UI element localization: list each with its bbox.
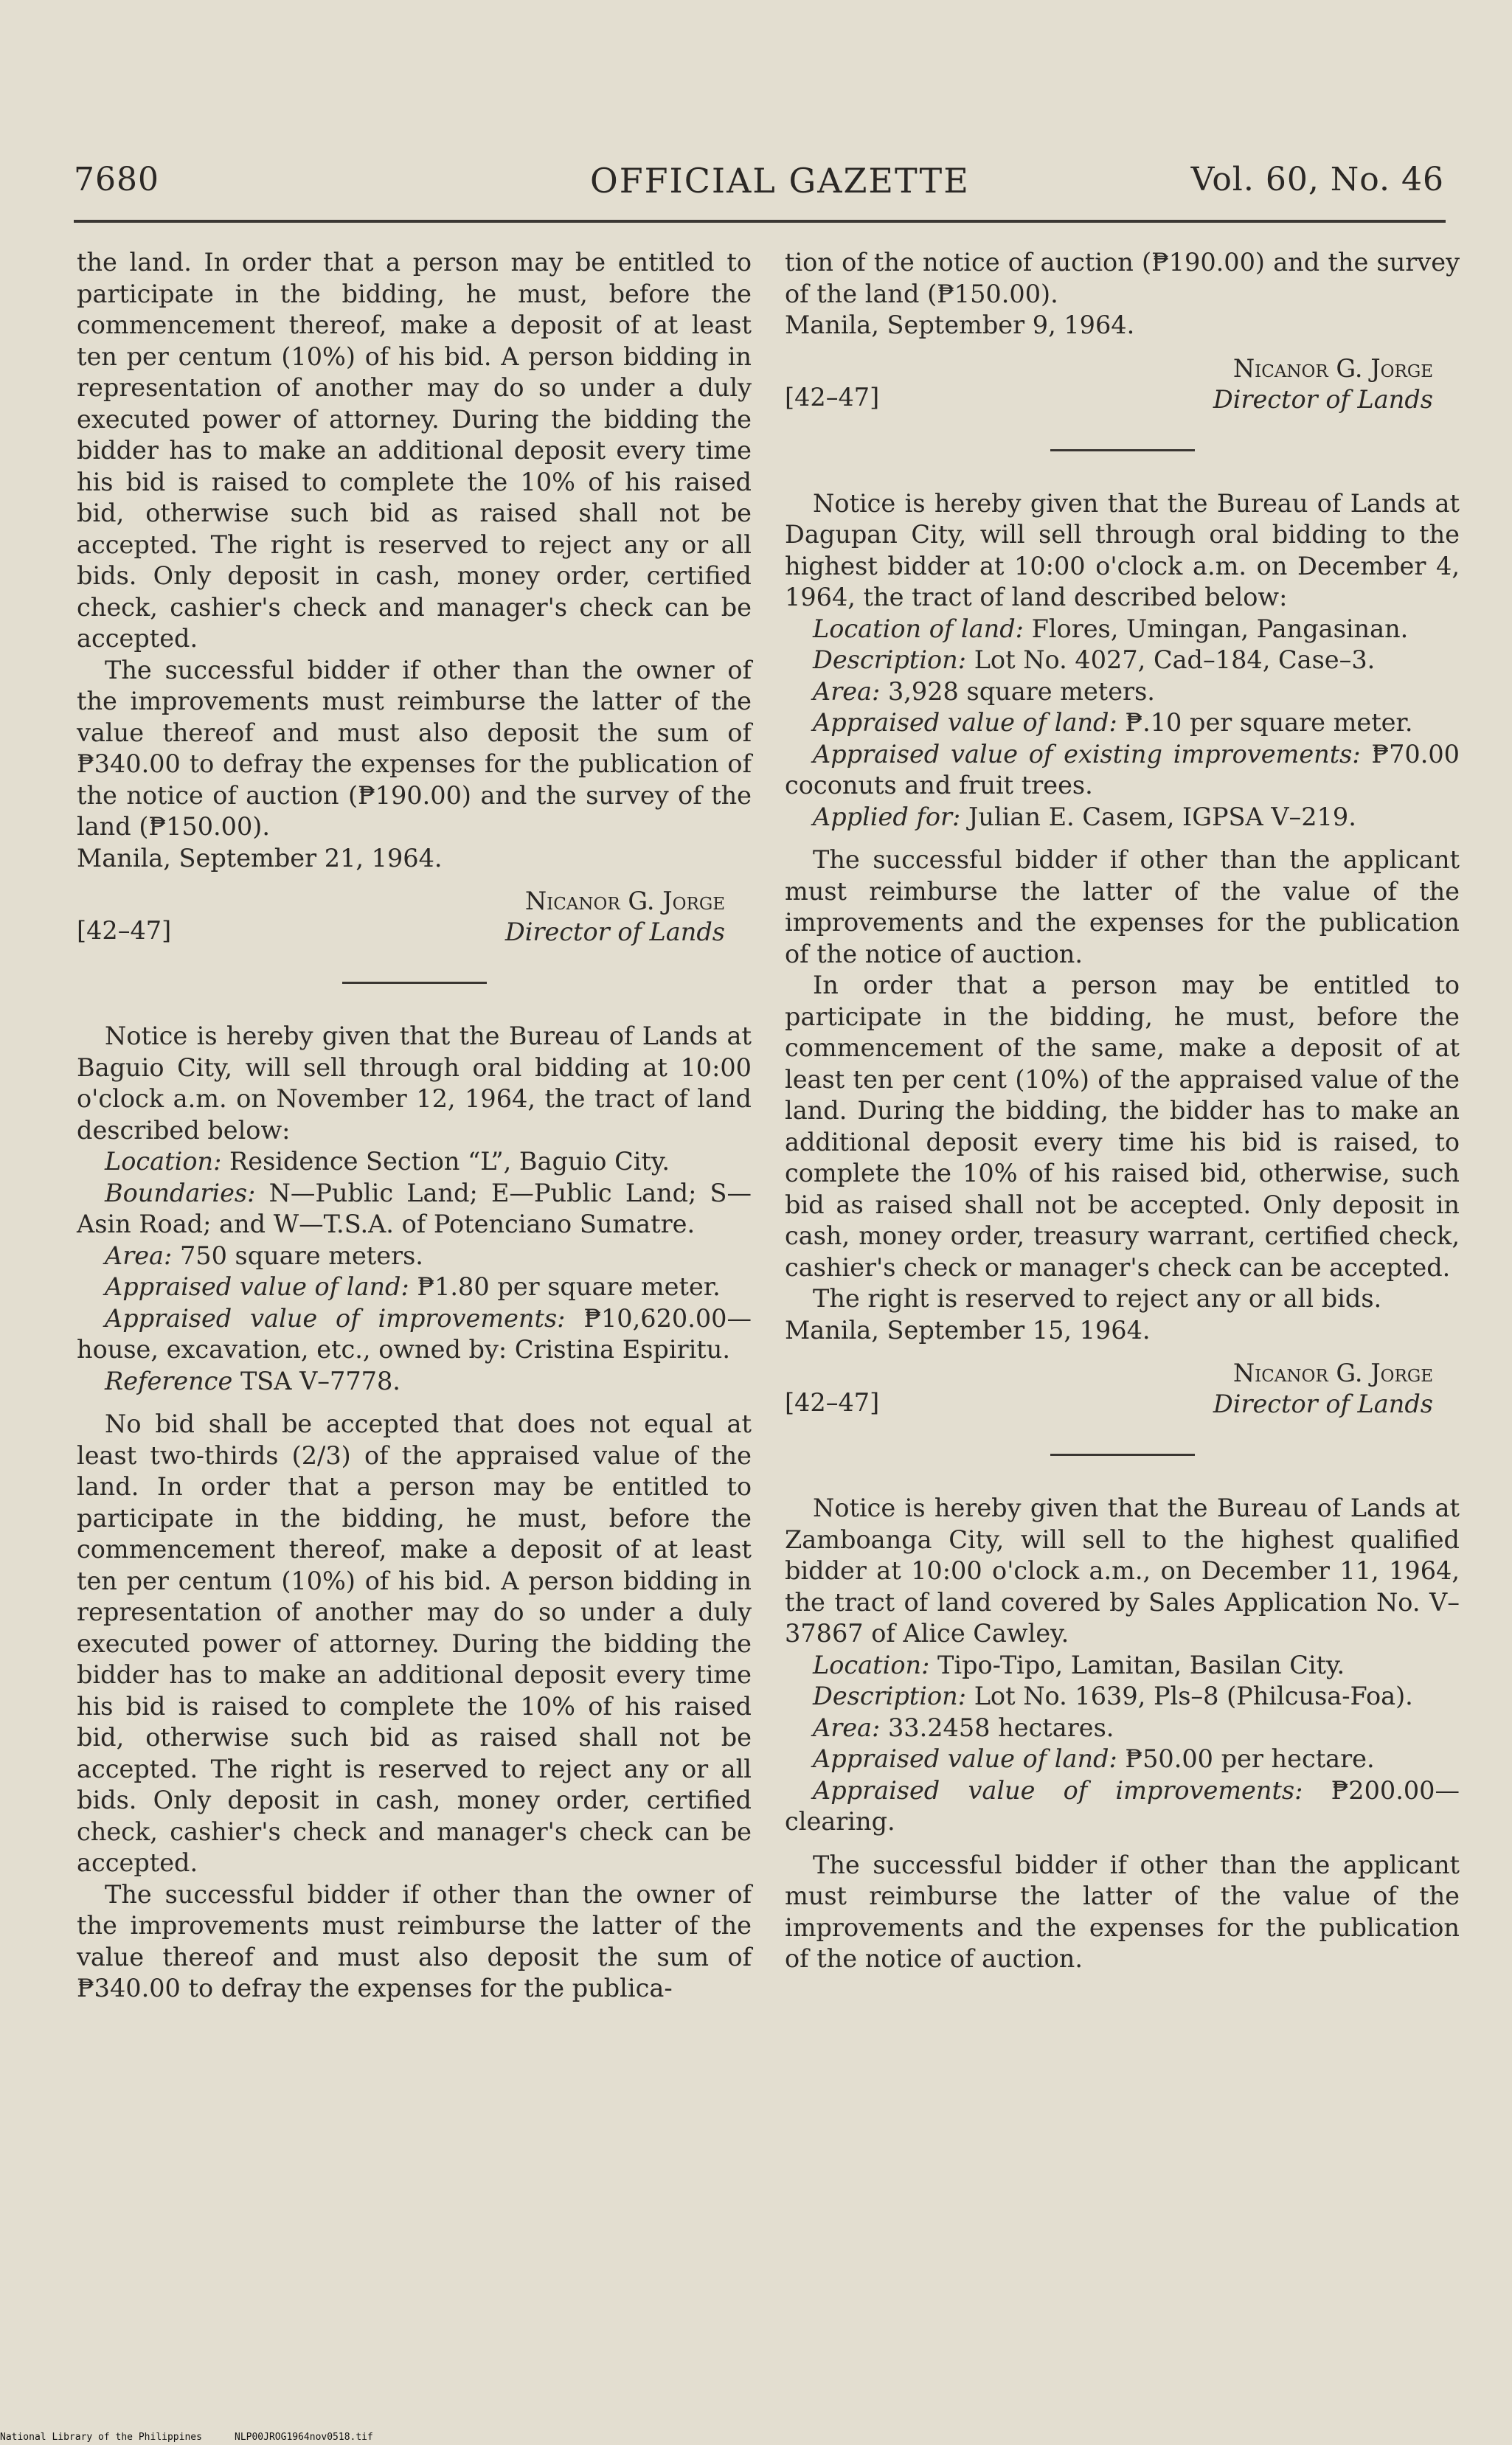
signature-block (77, 886, 752, 952)
land-value-label: Appraised value of land: (813, 1744, 1117, 1773)
notice-divider (1050, 449, 1195, 451)
improvements-value: ₱10,620.00—house, excavation, etc., owned by: Cristina Espiritu. (77, 1303, 752, 1364)
notice-intro: Notice is hereby given that the Bureau of Lands at Baguio City, will sell through oral bidding at 10:00 o'clock a.m. on November 12, 1964, the tract of land described below: (77, 1022, 752, 1145)
boundaries-field (77, 1178, 752, 1241)
location-field (77, 1146, 752, 1178)
bidding-terms-paragraph: No bid shall be accepted that does not equal at least two-thirds (2/3) of the appraised value of the land. In order that a person may be entitled to participate in the bidding, he must, before the commencement thereof, make a deposit of at least ten per centum (10%) of his bid. A person bidding in representation of another may do so under a duly executed power of attorney. During the bidding the bidder has to make an additional deposit every time his bid is raised to complete the 10% of his raised bid, otherwise such bid as raised shall not be accepted. The right is reserved to reject any or all bids. Only deposit in cash, money order, certified check, cashier's check and manager's check can be accepted. (77, 1409, 752, 1877)
scan-source-label: National Library of the Philippines (0, 2432, 202, 2443)
description-field (785, 1681, 1460, 1713)
location-label: Location: (813, 1650, 930, 1679)
applied-for-field (785, 802, 1460, 833)
volume-number: Vol. 60, No. 46 (1190, 161, 1444, 198)
continued-paragraph: the land. In order that a person may be entitled to participate in the bidding, he must, before the commencement thereof, make a deposit of at least ten per centum (10%) of his bid. A person bidding in representation of another may do so under a duly executed power of attorney. During the bidding the bidder has to make an additional deposit every time his bid is raised to complete the 10% of his raised bid, otherwise such bid as raised shall not be accepted. The right is reserved to reject any or all bids. Only deposit in cash, money order, certified check, cashier's check and manager's check can be accepted. (77, 248, 752, 653)
description-value: Lot No. 4027, Cad–184, Case–3. (974, 645, 1376, 674)
page-number: 7680 (74, 161, 159, 198)
boundaries-label: Boundaries: (105, 1178, 256, 1207)
location-value: Flores, Umingan, Pangasinan. (1031, 614, 1409, 643)
header-rule (74, 220, 1446, 223)
description-value: Lot No. 1639, Pls–8 (Philcusa-Foa). (974, 1682, 1413, 1710)
right-column (785, 247, 1460, 1975)
land-value-label: Appraised value of land: (105, 1272, 409, 1301)
location-value: Residence Section “L”, Baguio City. (229, 1147, 670, 1176)
reimbursement-paragraph: The successful bidder if other than the applicant must reimburse the latter of the value of the improvements and the expenses for the publication of the notice of auction. (785, 1850, 1460, 1973)
land-value-field (785, 707, 1460, 739)
area-label: Area: (813, 1713, 881, 1742)
land-value-label: Appraised value of land: (813, 708, 1117, 737)
improvements-value: ₱70.00 coconuts and fruit trees. (785, 739, 1460, 800)
land-value-field (785, 1744, 1460, 1775)
improvements-value-field (785, 739, 1460, 802)
notice-date: Manila, September 9, 1964. (785, 311, 1135, 339)
continued-paragraph: tion of the notice of auction (₱190.00) and the survey of the land (₱150.00). (785, 248, 1460, 308)
improvements-value-label: Appraised value of improvements: (813, 1775, 1303, 1805)
signatory-name: Nicanor G. Jorge (1232, 353, 1433, 383)
area-field (785, 1713, 1460, 1744)
notice-intro: Notice is hereby given that the Bureau of Lands at Zamboanga City, will sell to the highest qualified bidder at 10:00 o'clock a.m., on December 11, 1964, the tract of land covered by Sales Application No. V–37867 of Alice Cawley. (785, 1494, 1460, 1648)
area-label: Area: (105, 1241, 173, 1270)
signature-block (785, 1358, 1460, 1424)
location-field (785, 1650, 1460, 1682)
improvements-value-label: Appraised value of existing improvements: (813, 739, 1361, 769)
signature-block (785, 353, 1460, 420)
notice-reference: [42–47] (785, 1387, 880, 1417)
improvements-value-label: Appraised value of improvements: (105, 1303, 566, 1333)
area-value: 750 square meters. (179, 1241, 423, 1270)
description-label: Description: (813, 645, 967, 674)
area-value: 33.2458 hectares. (887, 1713, 1114, 1742)
land-value: ₱.10 per square meter. (1125, 708, 1413, 737)
reference-value: TSA V–7778. (240, 1366, 400, 1395)
reimbursement-paragraph: The successful bidder if other than the owner of the improvements must reimburse the latter of the value thereof and must also deposit the sum of ₱340.00 to defray the expenses for the publica- (77, 1879, 752, 2002)
continued-paragraph-2: The successful bidder if other than the owner of the improvements must reimburse the latter of the value thereof and must also deposit the sum of ₱340.00 to defray the expenses for the publication of the notice of auction (₱190.00) and the survey of the land (₱150.00). (77, 655, 752, 841)
area-field (785, 676, 1460, 708)
location-label: Location: (105, 1147, 222, 1176)
description-label: Description: (813, 1682, 967, 1710)
boundaries-value: N—Public Land; E—Public Land; S—Asin Road; and W—T.S.A. of Potenciano Sumatre. (77, 1178, 752, 1238)
improvements-value: ₱200.00—clearing. (785, 1775, 1460, 1836)
notice-divider (342, 982, 487, 984)
improvements-value-field (77, 1303, 752, 1366)
publication-title: OFFICIAL GAZETTE (590, 161, 970, 201)
area-field (77, 1241, 752, 1272)
applied-for-label: Applied for: (813, 802, 961, 831)
left-column (77, 247, 752, 2005)
signatory-title: Director of Lands (1213, 384, 1433, 414)
notice-intro: Notice is hereby given that the Bureau of Lands at Dagupan City, will sell through oral bidding to the highest bidder at 10:00 o'clock a.m. on December 4, 1964, the tract of land described below: (785, 488, 1460, 611)
land-value-field (77, 1272, 752, 1303)
signatory-title: Director of Lands (1213, 1390, 1433, 1418)
land-value: ₱1.80 per square meter. (417, 1272, 721, 1301)
location-field (785, 614, 1460, 645)
notice-reference: [42–47] (77, 915, 172, 945)
applied-for-value: Julian E. Casem, IGPSA V–219. (968, 802, 1356, 831)
signatory-title: Director of Lands (504, 918, 725, 946)
notice-reference: [42–47] (785, 383, 880, 412)
reference-field (77, 1366, 752, 1398)
signatory-name: Nicanor G. Jorge (1232, 1359, 1433, 1387)
location-value: Tipo-Tipo, Lamitan, Basilan City. (937, 1650, 1345, 1679)
reimbursement-paragraph: The successful bidder if other than the applicant must reimburse the latter of the value of the improvements and the expenses for the publication of the notice of auction. (785, 845, 1460, 968)
land-value: ₱50.00 per hectare. (1125, 1744, 1375, 1773)
notice-date: Manila, September 15, 1964. (785, 1315, 1151, 1345)
bidding-terms-paragraph: In order that a person may be entitled to participate in the bidding, he must, before the commencement of the same, make a deposit of at least ten per cent (10%) of the appraised value of the land. During the bidding, the bidder has to make an additional deposit every time his bid is raised, to complete the 10% of his raised bid, otherwise, such bid as raised shall not be accepted. Only deposit in cash, money order, treasury warrant, certified check, cashier's check or manager's check can be accepted. (785, 971, 1460, 1282)
area-value: 3,928 square meters. (887, 676, 1155, 706)
improvements-value-field (785, 1775, 1460, 1838)
notice-date: Manila, September 21, 1964. (77, 843, 443, 873)
location-label: Location of land: (813, 614, 1024, 643)
scan-file-label: NLP00JROG1964nov0518.tif (235, 2432, 373, 2443)
signatory-name: Nicanor G. Jorge (524, 887, 725, 915)
area-label: Area: (813, 676, 881, 706)
description-field (785, 645, 1460, 676)
rights-reserved-paragraph: The right is reserved to reject any or all bids. (813, 1284, 1382, 1313)
reference-label: Reference (105, 1366, 233, 1395)
notice-divider (1050, 1454, 1195, 1456)
